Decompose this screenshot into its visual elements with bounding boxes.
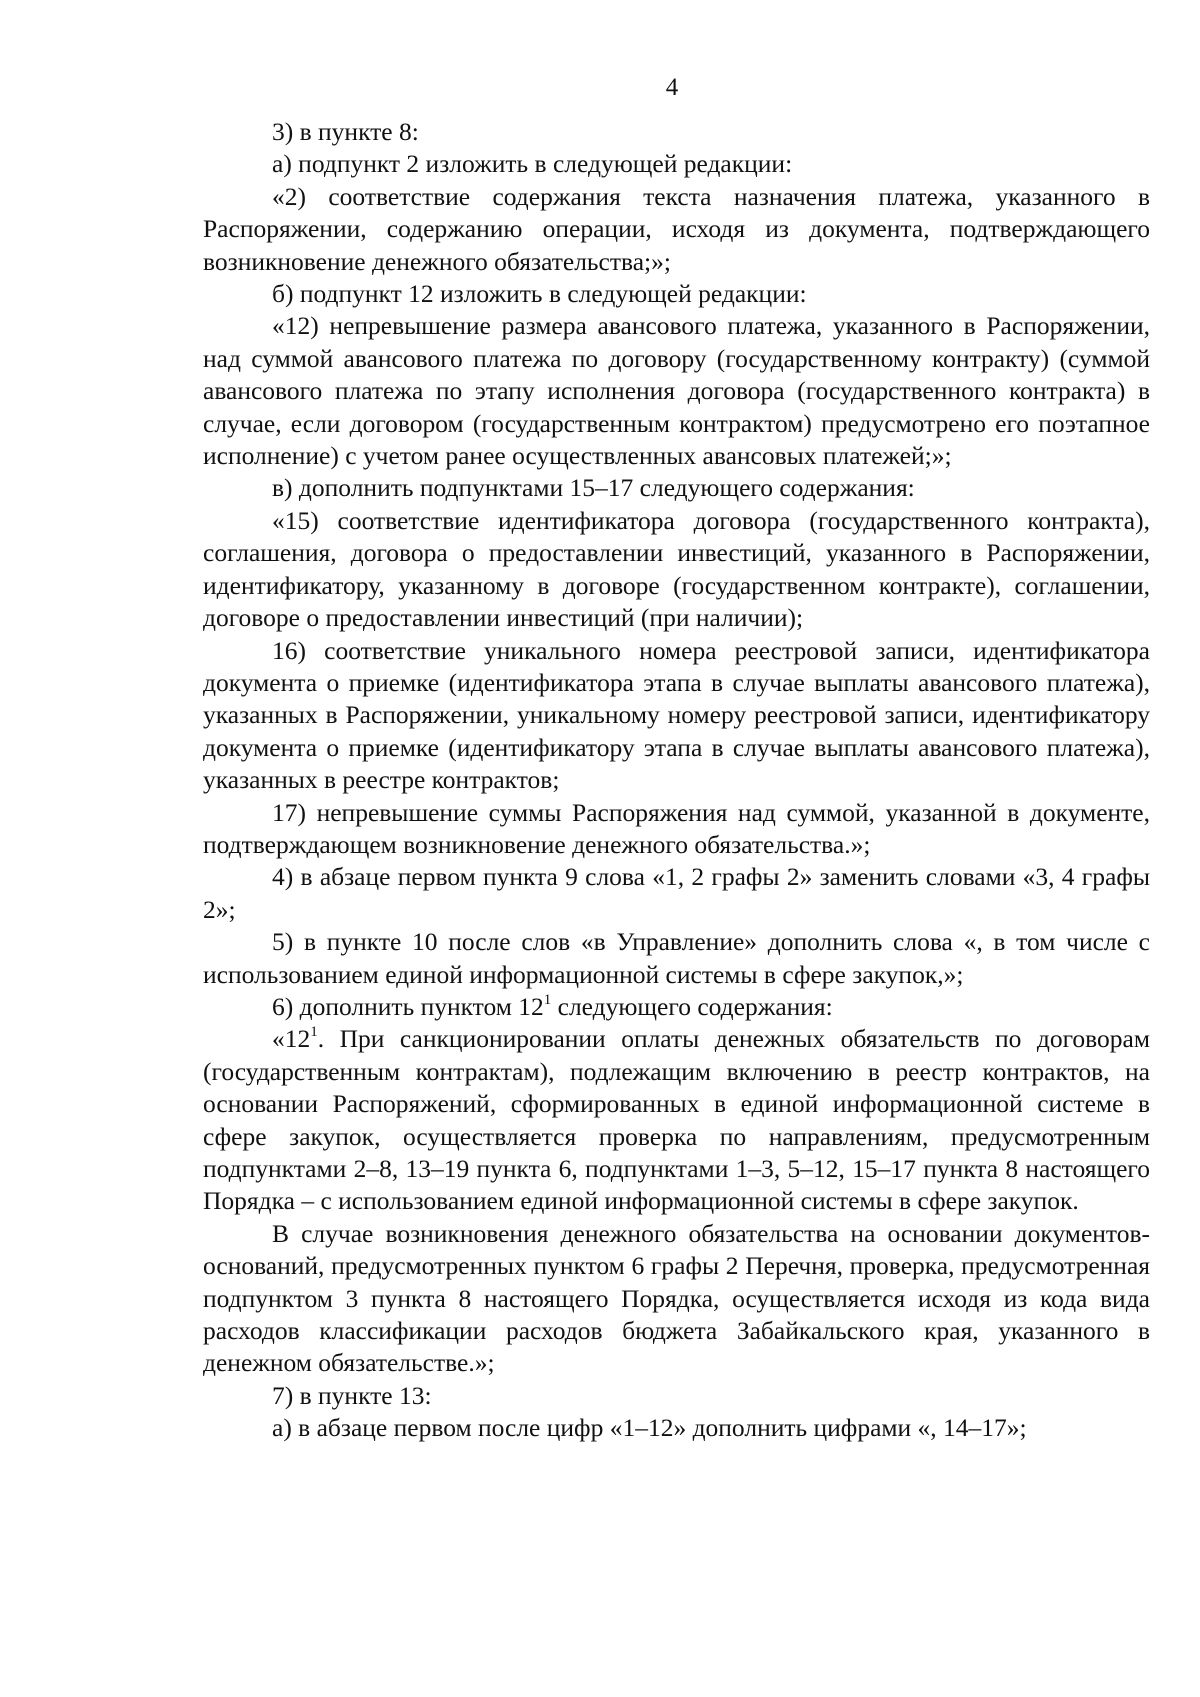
paragraph-17: 17) непревышение суммы Распоряжения над суммой, указанной в документе, подтверждающем возникновение денежного обязательства.»; [203,797,1150,859]
paragraph-subitem-a: а) подпункт 2 изложить в следующей редакции: [272,149,793,179]
paragraph-item-6 [203,991,1150,1023]
paragraph-item-7: 7) в пункте 13: [272,1380,432,1410]
paragraph-quote-12-1 [203,1023,1150,1217]
item-6-superscript: 1 [543,991,552,1008]
paragraph-case: В случае возникновения денежного обязательства на основании документов-оснований, предусмотренных пунктом 6 графы 2 Перечня, проверка, предусмотренная подпунктом 3 пункта 8 настоящего Порядка, осуществляется исходя из кода вида расходов классификации расходов бюджета Забайкальского края, указанного в денежном обязательстве.»; [203,1218,1150,1378]
paragraph-item-5: 5) в пункте 10 после слов «в Управление» дополнить слова «, в том числе с использованием единой информационной системы в сфере закупок,»; [203,927,1150,989]
item-6-text-start: 6) дополнить пунктом 12 [272,991,544,1021]
document-body [203,116,1150,1445]
paragraph-item-7-a: а) в абзаце первом после цифр «1–12» дополнить цифрами «, 14–17»; [272,1413,1027,1443]
paragraph-quote-15: «15) соответствие идентификатора договора (государственного контракта), соглашения, договора о предоставлении инвестиций, указанного в Распоряжении, идентификатору, указанному в договоре (государственном контракте), соглашении, договоре о предоставлении инвестиций (при наличии); [203,505,1150,633]
paragraph-16: 16) соответствие уникального номера реестровой записи, идентификатора документа о приемке (идентификатора этапа в случае выплаты авансового платежа), указанных в Распоряжении, уникальному номеру реестровой записи, идентификатору документа о приемке (идентификатору этапа в случае выплаты авансового платежа), указанных в реестре контрактов; [203,635,1150,795]
paragraph-quote-2: «2) соответствие содержания текста назначения платежа, указанного в Распоряжении, содержанию операции, исходя из документа, подтверждающего возникновение денежного обязательства;»; [203,181,1150,276]
paragraph-subitem-b: б) подпункт 12 изложить в следующей редакции: [272,279,807,309]
page-number: 4 [665,74,679,101]
paragraph-item-3: 3) в пункте 8: [272,117,419,146]
paragraph-item-4: 4) в абзаце первом пункта 9 слова «1, 2 графы 2» заменить словами «3, 4 графы 2»; [203,862,1150,924]
quote-12-1-start: «12 [272,1024,311,1054]
paragraph-subitem-v: в) дополнить подпунктами 15–17 следующего содержания: [272,473,915,503]
quote-12-1-superscript: 1 [310,1024,318,1041]
paragraph-quote-12: «12) непревышение размера авансового платежа, указанного в Распоряжении, над суммой авансового платежа по договору (государственному контракту) (суммой авансового платежа по этапу исполнения договора (государственного контракта) в случае, если договором (государственным контрактом) предусмотрено его поэтапное исполнение) с учетом ранее осуществленных авансовых платежей;»; [203,311,1150,471]
quote-12-1-text: . При санкционировании оплаты денежных обязательств по договорам (государственным контрактам), подлежащим включению в реестр контрактов, на основании Распоряжений, сформированных в единой информационной системе в сфере закупок, осуществляется проверка по направлениям, предусмотренным подпунктами 2–8, 13–19 пункта 6, подпунктами 1–3, 5–12, 15–17 пункта 8 настоящего Порядка – с использованием единой информационной системы в сфере закупок. [203,1024,1150,1216]
item-6-text-end: следующего содержания: [551,991,833,1021]
